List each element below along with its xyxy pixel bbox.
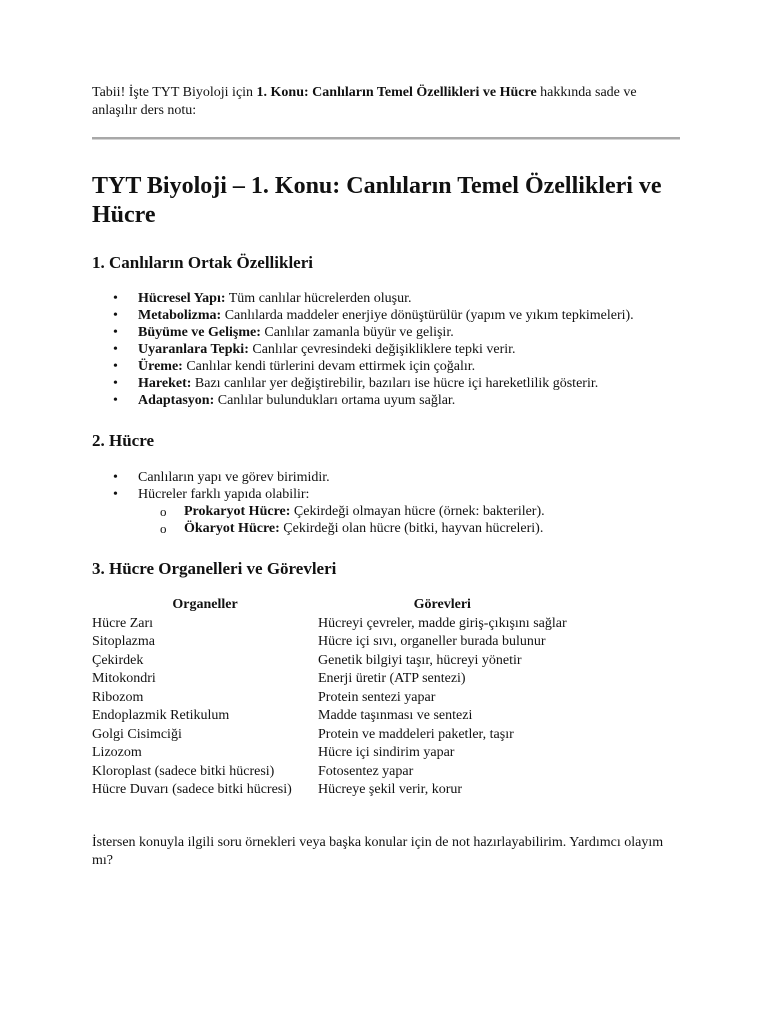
organelle-name: Endoplazmik Retikulum	[92, 708, 230, 723]
list-item-text: Canlılar bulundukları ortama uyum sağlar.	[214, 393, 456, 408]
column-header-organeller: Organeller	[172, 597, 238, 612]
organelle-name: Mitokondri	[92, 671, 156, 686]
section-heading-ortak-ozellikler: 1. Canlıların Ortak Özellikleri	[92, 253, 313, 272]
list-item-text: Canlıların yapı ve görev birimidir.	[138, 470, 330, 485]
table-row	[92, 707, 567, 726]
list-item	[92, 375, 680, 392]
column-header-gorevleri: Görevleri	[413, 597, 471, 612]
sublist-item	[138, 520, 680, 537]
page-title: TYT Biyoloji – 1. Konu: Canlıların Temel Özellikleri ve Hücre	[92, 173, 662, 228]
organelle-function: Madde taşınması ve sentezi	[318, 708, 473, 723]
hucre-types-sublist	[138, 503, 680, 537]
organelle-name: Hücre Duvarı (sadece bitki hücresi)	[92, 782, 292, 797]
organelle-name: Lizozom	[92, 745, 142, 760]
organelle-function: Protein sentezi yapar	[318, 689, 436, 705]
table-row	[92, 781, 567, 800]
list-item-term: Metabolizma:	[138, 308, 222, 323]
list-item	[92, 324, 680, 341]
organelle-function: Hücreyi çevreler, madde giriş-çıkışını sağlar	[318, 615, 567, 631]
sublist-item-text: Çekirdeği olmayan hücre (örnek: bakteriler).	[290, 504, 545, 519]
table-header-row	[92, 596, 567, 615]
organelle-function: Hücreye şekil verir, korur	[318, 782, 463, 797]
table-row	[92, 633, 567, 652]
list-item-text: Canlılar kendi türlerini devam ettirmek için çoğalır.	[182, 359, 476, 374]
table-row	[92, 763, 567, 782]
intro-topic: 1. Konu: Canlıların Temel Özellikleri ve Hücre	[256, 85, 537, 100]
organelles-table	[92, 596, 567, 800]
section-heading-organeller: 3. Hücre Organelleri ve Görevleri	[92, 559, 337, 578]
list-item	[92, 290, 680, 307]
list-item-text: Hücreler farklı yapıda olabilir:	[138, 487, 310, 502]
organelle-function: Protein ve maddeleri paketler, taşır	[318, 726, 514, 742]
organelle-name: Ribozom	[92, 689, 144, 705]
organelle-function: Fotosentez yapar	[318, 763, 414, 779]
table-row	[92, 652, 567, 671]
list-item-text: Tüm canlılar hücrelerden oluşur.	[225, 291, 412, 306]
list-item-term: Üreme:	[138, 359, 183, 374]
organelle-name: Sitoplazma	[92, 634, 155, 649]
ortak-ozellikler-list	[92, 290, 680, 409]
hucre-list	[92, 469, 680, 537]
closing-paragraph: İstersen konuyla ilgili soru örnekleri veya başka konular için de not hazırlayabilirim. Yardımcı olayım mı?	[92, 834, 664, 868]
table-row	[92, 670, 567, 689]
list-item-term: Uyaranlara Tepki:	[138, 342, 249, 357]
intro-prefix: Tabii! İşte TYT Biyoloji için	[92, 85, 257, 100]
table-row	[92, 726, 567, 745]
organelle-function: Genetik bilgiyi taşır, hücreyi yönetir	[318, 652, 522, 668]
list-item-term: Hareket:	[138, 376, 192, 391]
sublist-item	[138, 503, 680, 520]
list-item-term: Adaptasyon:	[138, 393, 215, 408]
list-item-term: Büyüme ve Gelişme:	[138, 325, 261, 340]
horizontal-rule	[92, 137, 680, 140]
organelle-name: Çekirdek	[92, 652, 144, 668]
intro-paragraph	[92, 84, 680, 120]
organelle-name: Golgi Cisimciği	[92, 726, 182, 742]
list-item	[92, 392, 680, 409]
list-item	[92, 486, 680, 537]
table-row	[92, 689, 567, 708]
organelle-name: Kloroplast (sadece bitki hücresi)	[92, 763, 275, 779]
list-item-text: Canlılarda maddeler enerjiye dönüştürülür (yapım ve yıkım tepkimeleri).	[221, 308, 634, 323]
sublist-item-term: Prokaryot Hücre:	[184, 504, 291, 519]
intro-suffix: hakkında sade ve anlaşılır ders notu:	[92, 85, 637, 118]
list-item	[92, 341, 680, 358]
list-item-text: Canlılar çevresindeki değişikliklere tepki verir.	[248, 342, 516, 357]
list-item	[92, 358, 680, 375]
list-item-term: Hücresel Yapı:	[138, 291, 226, 306]
sublist-item-text: Çekirdeği olan hücre (bitki, hayvan hücreleri).	[279, 521, 544, 536]
organelle-function: Enerji üretir (ATP sentezi)	[318, 671, 466, 686]
section-heading-hucre: 2. Hücre	[92, 431, 155, 450]
table-row	[92, 615, 567, 634]
organelle-function: Hücre içi sıvı, organeller burada bulunur	[318, 634, 546, 649]
organelle-name: Hücre Zarı	[92, 615, 154, 631]
organelle-function: Hücre içi sindirim yapar	[318, 745, 455, 760]
list-item-text: Bazı canlılar yer değiştirebilir, bazıları ise hücre içi hareketlilik gösterir.	[191, 376, 599, 391]
table-row	[92, 744, 567, 763]
list-item	[92, 307, 680, 324]
list-item-text: Canlılar zamanla büyür ve gelişir.	[260, 325, 454, 340]
list-item	[92, 469, 680, 486]
sublist-item-term: Ökaryot Hücre:	[184, 521, 280, 536]
document-page	[92, 84, 680, 870]
